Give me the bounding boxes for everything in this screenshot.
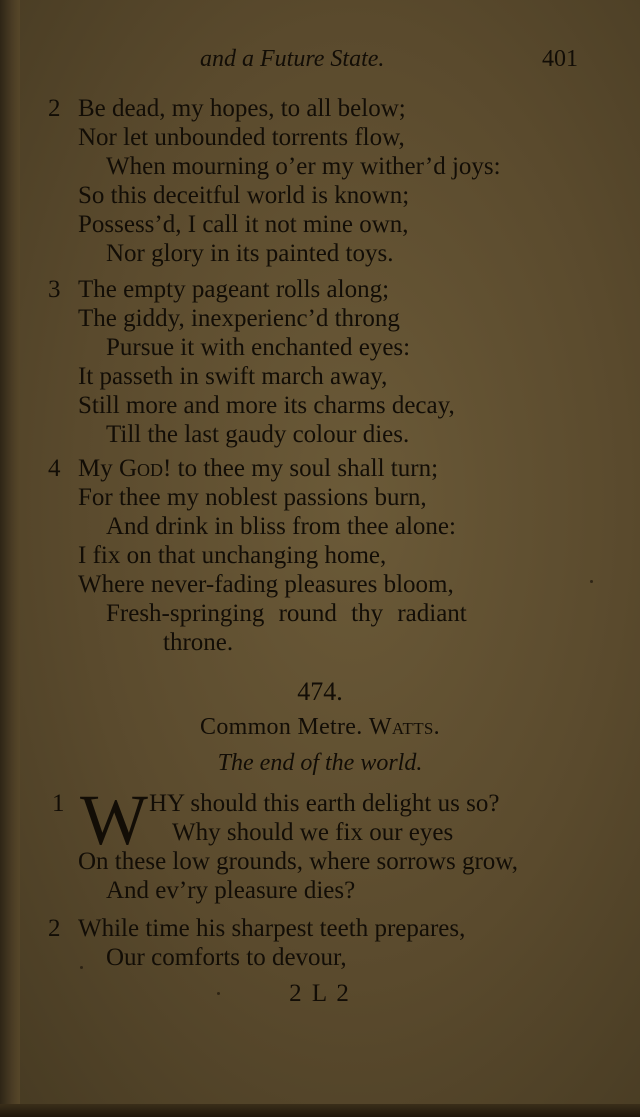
verse-line xyxy=(78,454,438,484)
verse-line: I fix on that unchanging home, xyxy=(78,542,387,569)
ink-speck xyxy=(80,966,83,969)
verse-line: Still more and more its charms decay, xyxy=(78,392,455,419)
verse-line: Fresh-springing round thy radiant xyxy=(106,600,467,627)
stanza-number: 3 xyxy=(48,276,61,303)
stanza-number: 1 xyxy=(52,790,65,817)
hymn-subject: The end of the world. xyxy=(217,750,423,776)
verse-line: HY should this earth delight us so? xyxy=(149,790,500,817)
verse-line: While time his sharpest teeth prepares, xyxy=(78,915,466,942)
verse-line: Till the last gaudy colour dies. xyxy=(106,421,410,448)
verse-line: Our comforts to devour, xyxy=(106,944,347,971)
stanza-number: 2 xyxy=(48,915,61,942)
verse-line: Nor glory in its painted toys. xyxy=(106,240,394,267)
verse-line: It passeth in swift march away, xyxy=(78,363,388,390)
verse-line: Pursue it with enchanted eyes: xyxy=(106,334,411,361)
page-header xyxy=(0,44,640,78)
hymn-author: Watts. xyxy=(368,714,440,740)
hymn-number: 474. xyxy=(297,677,343,706)
page-gutter xyxy=(0,0,20,1117)
hymn-metre: Common Metre. xyxy=(200,714,363,740)
verse-line: The giddy, inexperienc’d throng xyxy=(78,305,400,332)
page-bottom-edge xyxy=(0,1104,640,1117)
ink-speck xyxy=(217,992,220,995)
page-number: 401 xyxy=(542,46,578,72)
verse-text: ! to thee my soul shall turn; xyxy=(163,455,439,482)
verse-text: My xyxy=(78,455,119,482)
verse-line: And drink in bliss from thee alone: xyxy=(106,513,456,540)
hymn-metre-author xyxy=(0,714,640,741)
verse-line: For thee my noblest passions burn, xyxy=(78,484,427,511)
verse-line: And ev’ry pleasure dies? xyxy=(106,877,356,904)
printer-signature: 2 L 2 xyxy=(289,980,351,1007)
verse-line: Possess’d, I call it not mine own, xyxy=(78,211,409,238)
verse-line: Why should we fix our eyes xyxy=(172,819,454,846)
ink-speck xyxy=(590,580,593,583)
drop-cap: W xyxy=(80,780,148,860)
verse-line: Nor let unbounded torrents flow, xyxy=(78,124,405,151)
verse-line: The empty pageant rolls along; xyxy=(78,276,390,303)
verse-line: When mourning o’er my wither’d joys: xyxy=(106,153,501,180)
verse-line: Be dead, my hopes, to all below; xyxy=(78,95,406,122)
stanza-number: 4 xyxy=(48,455,61,482)
divine-name: God xyxy=(118,455,164,482)
verse-line: throne. xyxy=(163,629,234,656)
running-head: and a Future State. xyxy=(200,46,385,72)
verse-line: On these low grounds, where sorrows grow, xyxy=(78,848,518,875)
verse-line: So this deceitful world is known; xyxy=(78,182,410,209)
verse-line: Where never-fading pleasures bloom, xyxy=(78,571,454,598)
stanza-number: 2 xyxy=(48,95,61,122)
